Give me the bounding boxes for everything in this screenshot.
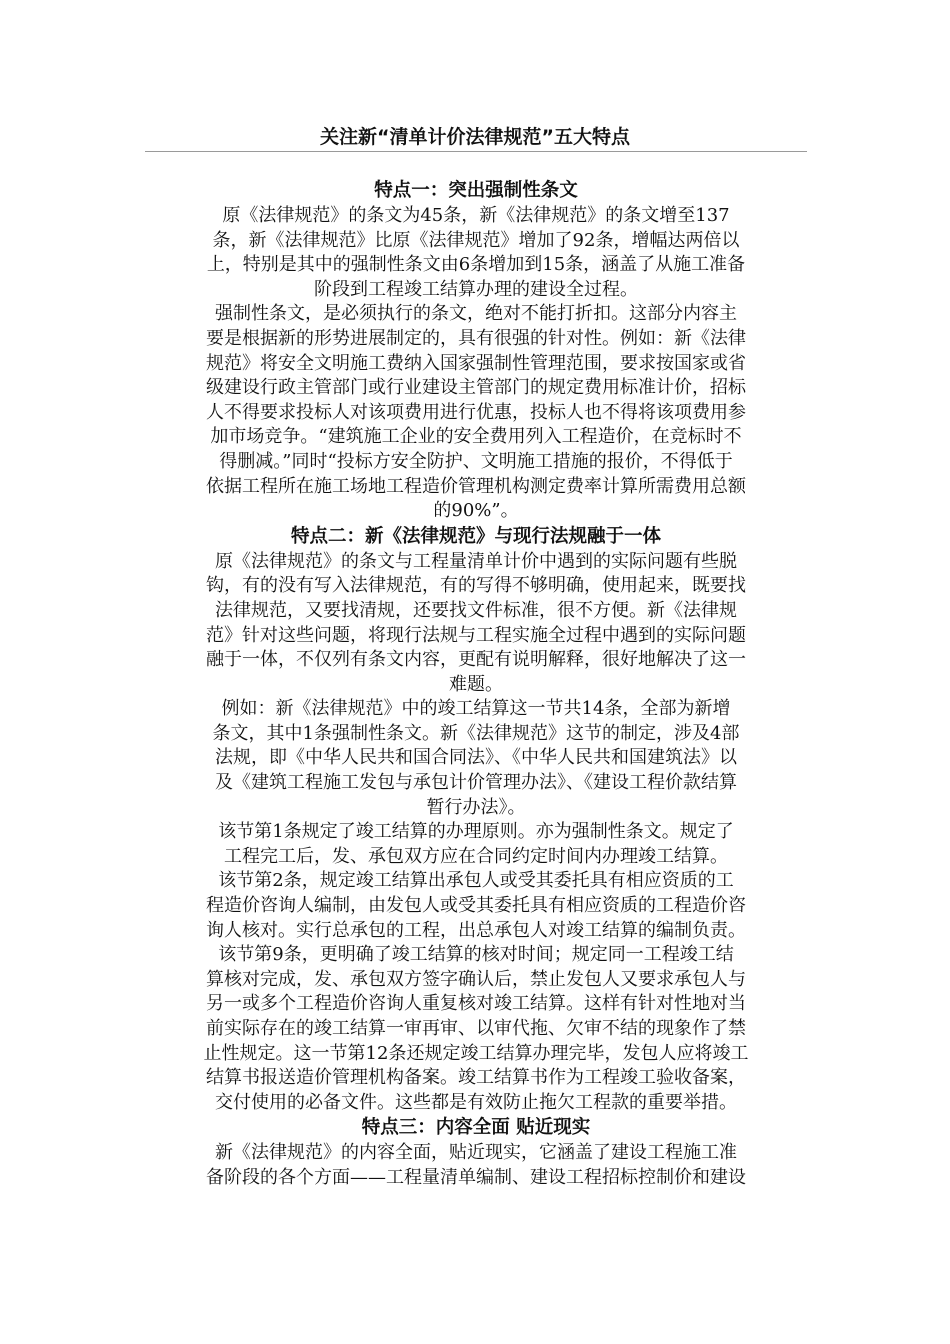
- paragraph-line: 人不得要求投标人对该项费用进行优惠，投标人也不得将该项费用参: [206, 401, 746, 423]
- paragraph-line: 原《法律规范》的条文为45条，新《法律规范》的条文增至137: [222, 205, 730, 226]
- paragraph-line: 融于一体，不仅列有条文内容，更配有说明解释，很好地解决了这一: [206, 649, 746, 671]
- body-paragraph: [145, 302, 807, 523]
- paragraph-line: 加市场竞争。“建筑施工企业的安全费用列入工程造价，在竞标时不: [210, 426, 742, 448]
- body-paragraph: [145, 943, 807, 1115]
- paragraph-line: 规范》将安全文明施工费纳入国家强制性管理范围，要求按国家或省: [206, 352, 746, 374]
- section-heading: 特点一：突出强制性条文: [374, 180, 578, 201]
- paragraph-line: 算核对完成，发、承包双方签字确认后，禁止发包人又要求承包人与: [206, 968, 746, 990]
- paragraph-line: 另一或多个工程造价咨询人重复核对竣工结算。这样有针对性地对当: [206, 993, 746, 1015]
- paragraph-line: 得删减。”同时“投标方安全防护、文明施工措施的报价，不得低于: [219, 450, 733, 472]
- paragraph-line: 新《法律规范》的内容全面，贴近现实，它涵盖了建设工程施工准: [215, 1142, 737, 1164]
- body-paragraph: [145, 869, 807, 943]
- paragraph-line: 法律规范，又要找清规，还要找文件标准，很不方便。新《法律规: [215, 599, 737, 621]
- paragraph-line: 及《建筑工程施工发包与承包计价管理办法》、《建设工程价款结算: [215, 772, 737, 794]
- paragraph-line: 暂行办法》。: [426, 796, 526, 818]
- title-underline: [145, 151, 807, 152]
- section-heading: 特点二：新《法律规范》与现行法规融于一体: [290, 525, 661, 547]
- paragraph-line: 钩，有的没有写入法律规范，有的写得不够明确，使用起来，既要找: [206, 575, 746, 597]
- paragraph-line: 难题。: [449, 673, 503, 695]
- paragraph-line: 的90%”。: [433, 500, 519, 522]
- paragraph-line: 条，新《法律规范》比原《法律规范》增加了92条，增幅达两倍以: [212, 229, 740, 251]
- paragraph-line: 要是根据新的形势进展制定的，具有很强的针对性。例如：新《法律: [206, 327, 746, 349]
- paragraph-line: 程造价咨询人编制，由发包人或受其委托具有相应资质的工程造价咨: [206, 895, 746, 917]
- body-paragraph: [145, 204, 807, 302]
- paragraph-line: 阶段到工程竣工结算办理的建设全过程。: [314, 278, 638, 300]
- paragraph-line: 前实际存在的竣工结算一审再审、以审代拖、欠审不结的现象作了禁: [206, 1018, 746, 1039]
- paragraph-line: 该节第9条，更明确了竣工结算的核对时间；规定同一工程竣工结: [218, 944, 734, 966]
- paragraph-line: 备阶段的各个方面——工程量清单编制、建设工程招标控制价和建设: [206, 1166, 746, 1188]
- body-paragraph: [145, 697, 807, 820]
- document-body: [145, 178, 807, 1191]
- body-paragraph: [145, 550, 807, 698]
- paragraph-line: 该节第1条规定了竣工结算的办理原则。亦为强制性条文。规定了: [218, 821, 734, 843]
- paragraph-line: 依据工程所在施工场地工程造价管理机构测定费率计算所需费用总额: [206, 475, 746, 497]
- paragraph-line: 止性规定。这一节第12条还规定竣工结算办理完毕，发包人应将竣工: [203, 1042, 749, 1064]
- paragraph-line: 级建设行政主管部门或行业建设主管部门的规定费用标准计价，招标: [206, 377, 746, 399]
- paragraph-line: 范》针对这些问题，将现行法规与工程实施全过程中遇到的实际问题: [206, 624, 746, 646]
- section-heading: 特点三：内容全面 贴近现实: [361, 1117, 591, 1139]
- body-paragraph: [145, 1141, 807, 1190]
- paragraph-line: 上，特别是其中的强制性条文由6条增加到15条，涵盖了从施工准备: [206, 254, 746, 276]
- paragraph-line: 法规，即《中华人民共和国合同法》、《中华人民共和国建筑法》以: [215, 747, 737, 769]
- body-paragraph: [145, 820, 807, 869]
- paragraph-line: 结算书报送造价管理机构备案。竣工结算书作为工程竣工验收备案，: [206, 1067, 746, 1089]
- paragraph-line: 工程完工后，发、承包双方应在合同约定时间内办理竣工结算。: [224, 845, 728, 867]
- paragraph-line: 交付使用的必备文件。这些都是有效防止拖欠工程款的重要举措。: [215, 1091, 737, 1113]
- paragraph-line: 询人核对。实行总承包的工程，出总承包人对竣工结算的编制负责。: [206, 919, 746, 941]
- paragraph-line: 条文，其中1条强制性条文。新《法律规范》这节的制定，涉及4部: [212, 722, 740, 744]
- paragraph-line: 原《法律规范》的条文与工程量清单计价中遇到的实际问题有些脱: [215, 550, 737, 572]
- paragraph-line: 该节第2条，规定竣工结算出承包人或受其委托具有相应资质的工: [218, 870, 734, 892]
- document-title: 关注新“清单计价法律规范”五大特点: [320, 126, 630, 148]
- paragraph-line: 强制性条文，是必须执行的条文，绝对不能打折扣。这部分内容主: [215, 303, 737, 325]
- paragraph-line: 例如：新《法律规范》中的竣工结算这一节共14条，全部为新增: [221, 698, 731, 720]
